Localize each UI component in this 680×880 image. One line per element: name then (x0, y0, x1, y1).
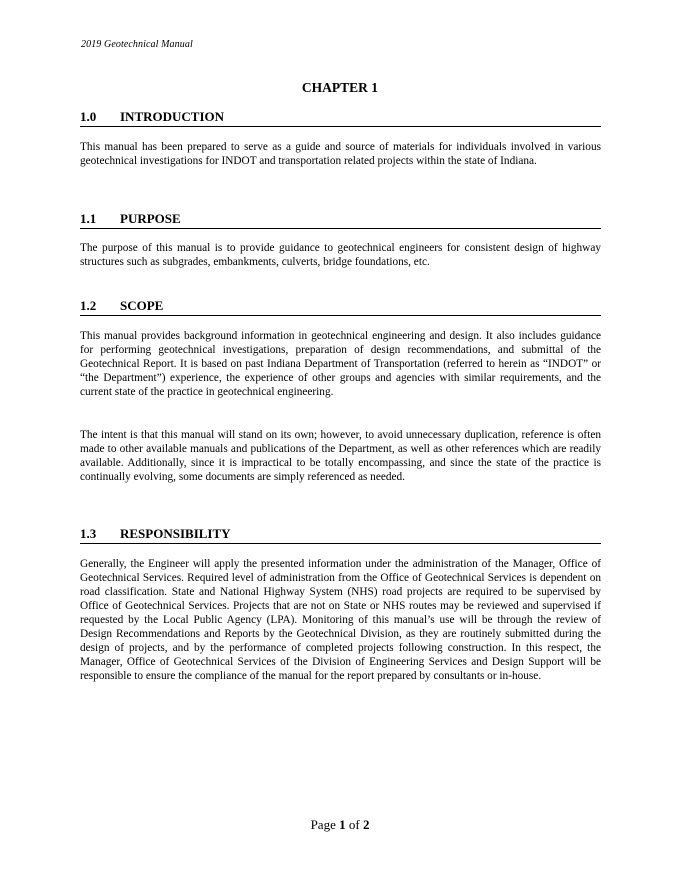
section-title: RESPONSIBILITY (120, 526, 231, 541)
section-number: 1.2 (80, 298, 97, 313)
purpose-paragraph: The purpose of this manual is to provide guidance to geotechnical engineers for consistent design of highway structures such as subgrades, embankments, culverts, bridge foundations, etc. (80, 242, 601, 268)
responsibility-paragraph: Generally, the Engineer will apply the presented information under the administration of the Manager, Office of Geotechnical Services. Required level of administration from the Office of Geotechnical Services is dependent on road classification. State and National Highway System (NHS) road projects are required to be supervised by Office of Geotechnical Services. Projects that are not on State or NHS routes may be reviewed and supervised if requested by the Local Public Agency (LPA). Monitoring of this manual’s use will be through the review of Design Recommendations and Reports by the Geotechnical Division, as they are routinely submitted during the design of projects, and by the performance of completed projects following construction. In this respect, the Manager, Office of Geotechnical Services of the Division of Engineering Services and Design Support will be responsible to ensure the compliance of the manual for the report prepared by consultants or in-house. (80, 558, 601, 682)
page-footer (0, 817, 680, 833)
section-number: 1.3 (80, 526, 97, 541)
page-current: 1 (339, 817, 346, 832)
page-word: Page (310, 817, 336, 832)
section-number: 1.0 (80, 109, 97, 124)
section-heading-scope (80, 298, 601, 316)
scope-paragraph-1: This manual provides background information in geotechnical engineering and design. It also includes guidance for performing geotechnical investigations, preparation of design recommendations, and submittal of the Geotechnical Report. It is based on past Indiana Department of Transportation (referred to herein as “INDOT” or “the Department”) experience, the experience of other groups and agencies with similar requirements, and the current state of the practice in geotechnical engineering. (80, 330, 601, 398)
section-heading-purpose (80, 211, 601, 229)
section-title: PURPOSE (120, 211, 181, 226)
page-total: 2 (362, 817, 370, 832)
section-title: INTRODUCTION (120, 109, 225, 124)
introduction-paragraph: This manual has been prepared to serve as a guide and source of materials for individuals involved in various geotechnical investigations for INDOT and transportation related projects within the state of Indiana. (80, 141, 601, 167)
section-title: SCOPE (120, 298, 164, 313)
of-word: of (348, 817, 360, 832)
chapter-title: CHAPTER 1 (301, 80, 379, 95)
scope-paragraph-2: The intent is that this manual will stand on its own; however, to avoid unnecessary duplication, reference is often made to other available manuals and publications of the Department, as well as other references which are readily available. Additionally, since it is impractical to be totally encompassing, and since the state of the practice is continually evolving, some documents are simply referenced as needed. (80, 429, 601, 483)
section-heading-responsibility (80, 526, 601, 544)
section-heading-introduction (80, 109, 601, 127)
section-number: 1.1 (80, 211, 97, 226)
running-header: 2019 Geotechnical Manual (81, 39, 193, 50)
